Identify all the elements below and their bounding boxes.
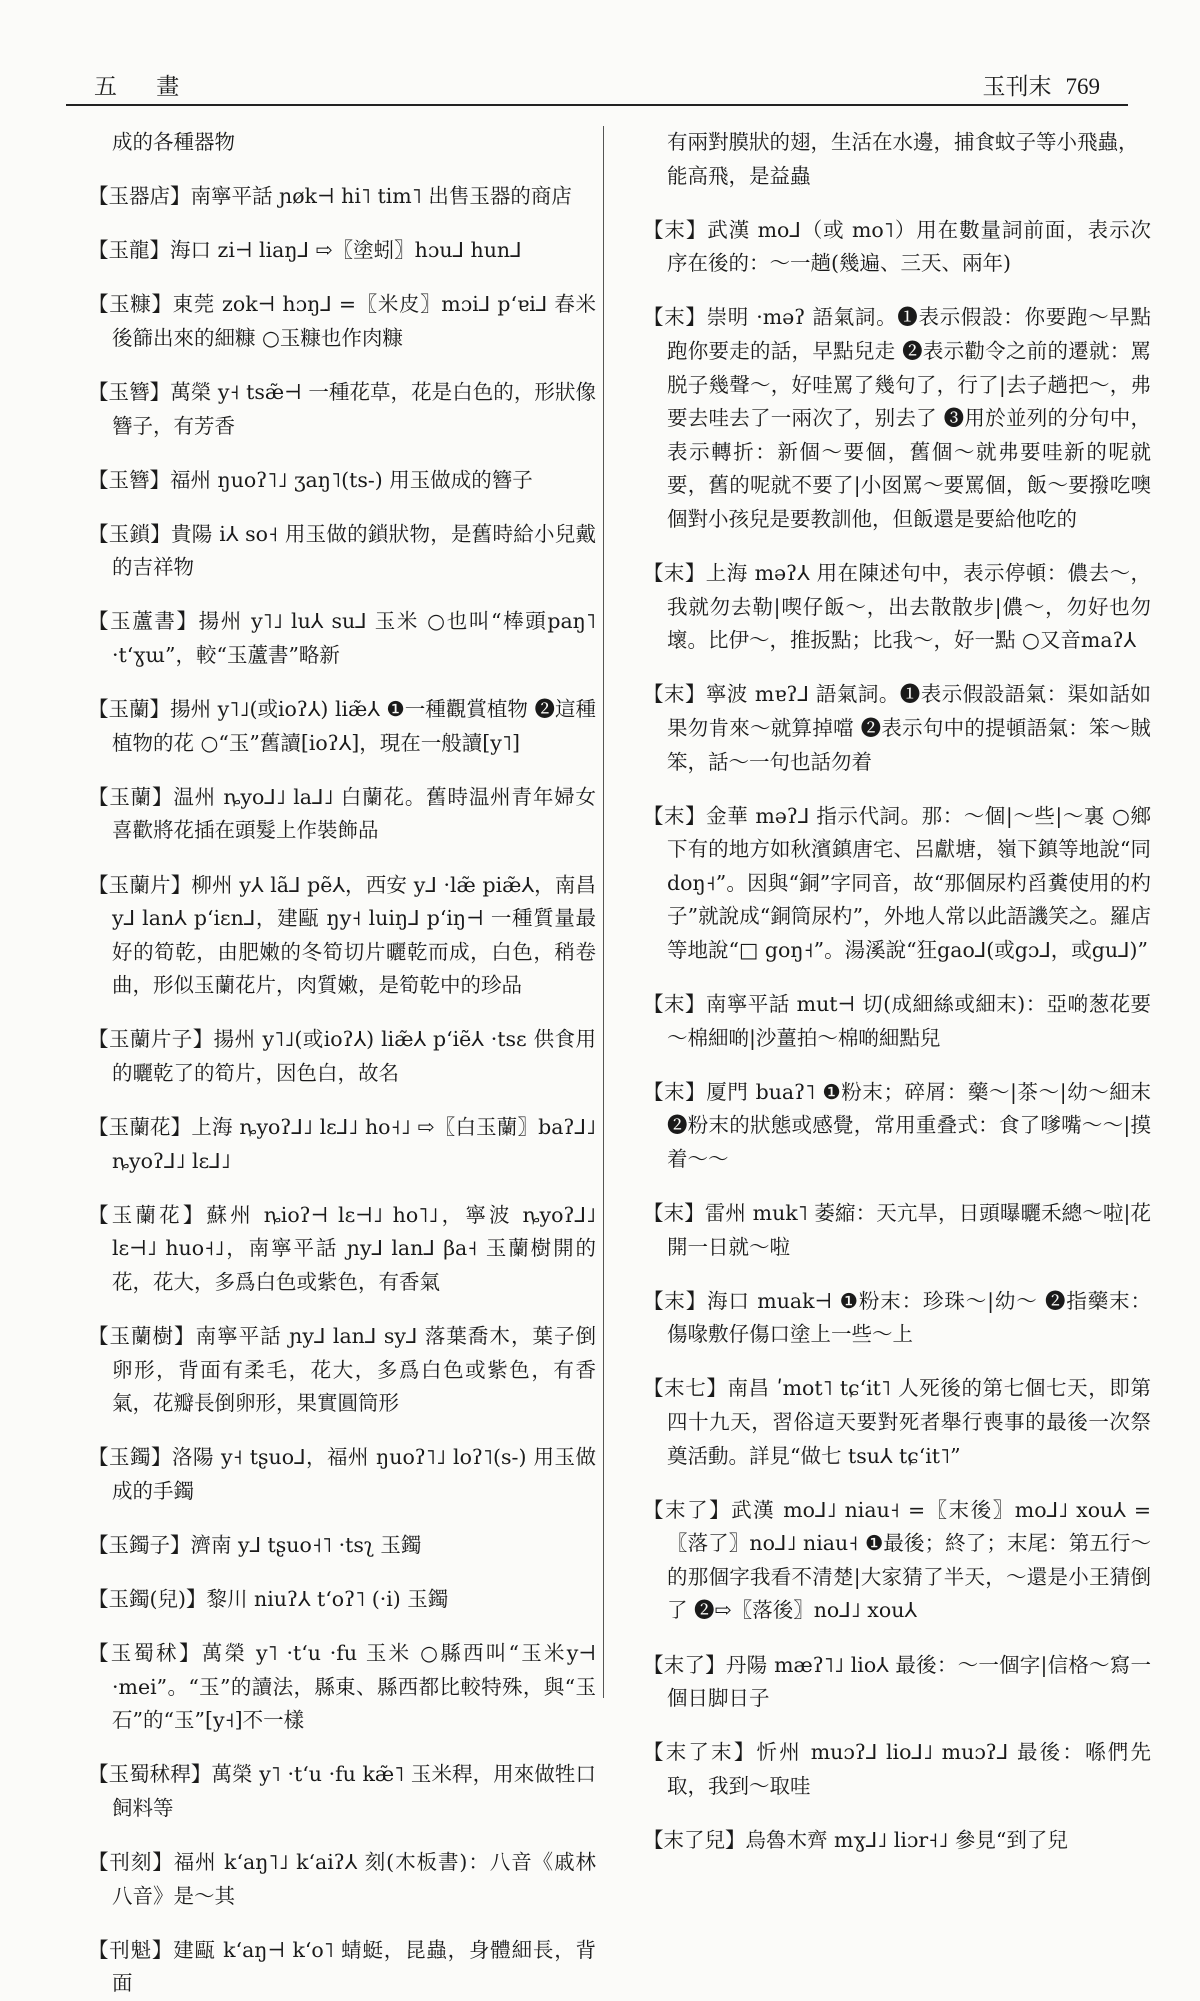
dictionary-entry: 【刊魁】建甌 kʻaŋ⊣ kʻo˥ 蜻蜓，昆蟲，身體細長，背面 — [88, 1937, 596, 1996]
entry-continuation: 成的各種器物 — [112, 130, 235, 154]
dictionary-entry: 【末】南寧平話 mut⊣ 切(成細絲或細末)：亞啲葱花要～棉細啲|沙薑拍～棉啲細點兒 — [643, 992, 1151, 1050]
dictionary-entry: 【玉蘭片子】揚州 y˥˩(或ioʔ⅄) liæ̃⅄ pʻiẽ⅄ ·tsɛ 供食用的曬乾了的筍片，因色白，故名 — [88, 1027, 596, 1085]
dictionary-entry: 【玉蘭花】蘇州 ȵioʔ⊣ lɛ⊣˩ ho˥˩，寧波 ȵyoʔ⅃˩ lɛ⊣˩ huo˧˩，南寧平話 ɲy⅃ lan⅃ βa˧ 玉蘭樹開的花，花大，多爲白色或紫色，有香氣 — [88, 1202, 596, 1294]
dictionary-entry: 【玉鐲子】濟南 y⅃ tʂuo˧˥ ·tsʅ 玉鐲 — [88, 1533, 422, 1557]
dictionary-entry: 【末】崇明 ·məʔ 語氣詞。❶表示假設：你要跑～早點跑你要走的話，早點兒走 ❷表示勸令之前的遷就：罵脱子幾聲～，好哇罵了幾句了，行了|去子趟把～，弗要去哇去了一兩次了，别去了 ❸用於並列的分句中，表示轉折：新個～要個，舊個～就弗要哇新的呢就要，舊的呢就不要了|小囡罵～要罵個，飯～要撥吃噢個對小孩兒是要教訓他，但飯還是要給他吃的 — [643, 305, 1151, 531]
dictionary-entry: 【玉蜀秫】萬榮 y˥ ·tʻu ·fu 玉米 ○縣西叫“玉米y⊣ ·mei”。“玉”的讀法，縣東、縣西都比較特殊，與“玉石”的“玉”[y˧]不一樣 — [88, 1641, 596, 1733]
dictionary-entry: 【刊刻】福州 kʻaŋ˥˩ kʻaiʔ⅄ 刻(木板書)：八音《戚林八音》是～其 — [88, 1850, 596, 1908]
dictionary-entry: 【玉蘭片】柳州 y⅄ lã⅃ pẽ⅄，西安 y⅃ ·læ̃ piæ̃⅄，南昌 y⅃ lan⅄ pʻiɛn⅃，建甌 ŋy˧ luiŋ⅃ pʻiŋ⊣ 一種質量最好的筍乾，由肥嫩的冬筍切片曬乾而成，白色，稍卷曲，形似玉蘭花片，肉質嫩，是筍乾中的珍品 — [88, 872, 596, 998]
header-keywords: 玉刊末 — [982, 74, 1052, 100]
section-heading: 五 畫 — [94, 74, 196, 100]
dictionary-entry: 【玉鎖】貴陽 i⅄ so˧ 用玉做的鎖狀物，是舊時給小兒戴的吉祥物 — [88, 521, 596, 580]
dictionary-entry: 【末了末】忻州 muɔʔ⅃ lio⅃˩ muɔʔ⅃ 最後：喺們先取，我到～取哇 — [643, 1740, 1151, 1798]
dictionary-entry: 【末了】武漢 mo⅃˩ niau˧ =〖末後〗mo⅃˩ xou⅄ =〖落了〗no⅃˩ niau˧ ❶最後；終了；末尾：第五行～的那個字我看不清楚|大家猜了半天，～還是小王猜倒了 ❷⇨〖落後〗no⅃˩ xou⅄ — [643, 1497, 1151, 1623]
dictionary-entry: 【末】武漢 mo⅃（或 mo˥）用在數量詞前面，表示次序在後的：～一趟(幾遍、三天、兩年) — [643, 217, 1151, 276]
dictionary-entry: 【末】海口 muak⊣ ❶粉末：珍珠～|幼～ ❷指藥末：傷喙敷仔傷口塗上一些～上 — [643, 1288, 1151, 1347]
dictionary-entry: 【末】厦門 buaʔ˥ ❶粉末；碎屑：藥～|茶～|幼～細末 ❷粉末的狀態或感覺，常用重叠式：食了嗲嘴～～|摸着～～ — [643, 1079, 1151, 1171]
dictionary-entry: 【玉蜀秫稈】萬榮 y˥ ·tʻu ·fu kæ̃˥ 玉米稈，用來做牲口飼料等 — [88, 1762, 596, 1821]
right-column — [643, 126, 1151, 1852]
column-divider — [603, 126, 604, 1698]
dictionary-entry: 【玉鐲(兒)】黎川 niuʔ⅄ tʻoʔ˥ (·i) 玉鐲 — [88, 1587, 449, 1612]
dictionary-entry: 【玉糠】東莞 zok⊣ hɔŋ⅃ =〖米皮〗mɔi⅃ pʻɐi⅃ 春米後篩出來的細糠 ○玉糠也作肉糠 — [88, 292, 596, 350]
dictionary-entry: 【玉鐲】洛陽 y˧ tʂuo⅃，福州 ŋuoʔ˥˩ loʔ˥(s-) 用玉做成的手鐲 — [88, 1445, 596, 1503]
dictionary-entry: 【末】金華 məʔ⅃ 指示代詞。那：～個|～些|～裏 ○鄉下有的地方如秋濱鎮唐宅、呂獻塘，嶺下鎮等地說“同 doŋ˧”。因與“銅”字同音，故“那個尿杓舀糞使用的杓子”就說成“銅筒尿杓”，外地人常以此語譏笑之。羅店等地說“□ goŋ˧”。湯溪說“狂gao⅃(或gɔ⅃，或gu⅃)” — [643, 803, 1151, 962]
left-column — [88, 126, 596, 1996]
dictionary-entry: 【玉簪】萬榮 y˧ tsæ̃⊣ 一種花草，花是白色的，形狀像簪子，有芳香 — [88, 379, 596, 438]
dictionary-entry: 【玉蘆書】揚州 y˥˩ lu⅄ su⅃ 玉米 ○也叫“棒頭paŋ˥ ·tʻɣɯ”，較“玉蘆書”略新 — [88, 609, 596, 668]
dictionary-entry: 【末了】丹陽 mæʔ˥˩ lio⅄ 最後：～一個字|信格～寫一個日脚日子 — [643, 1652, 1151, 1711]
entry-continuation: 有兩對膜狀的翅，生活在水邊，捕食蚊子等小飛蟲，能高飛，是益蟲 — [667, 130, 1139, 188]
dictionary-entry: 【末七】南昌 ʹmot˥ tɕʻit˥ 人死後的第七個七天，即第四十九天，習俗這天要對死者舉行喪事的最後一次祭奠活動。詳見“做七 tsu⅄ tɕʻit˥” — [643, 1376, 1151, 1468]
dictionary-entry: 【玉龍】海口 zi⊣ liaŋ⅃ ⇨〖塗蚓〗hɔu⅃ hun⅃ — [88, 238, 522, 263]
dictionary-entry: 【末】雷州 muk˥ 萎縮：天亢旱，日頭曝曬禾總～啦|花開一日就～啦 — [643, 1201, 1151, 1259]
dictionary-entry: 【末】寧波 mɐʔ⅃ 語氣詞。❶表示假設語氣：渠如話如果勿肯來～就算掉噹 ❷表示句中的提頓語氣：笨～賊笨，話～一句也話勿着 — [643, 682, 1151, 774]
dictionary-entry: 【玉蘭】揚州 y˥˩(或ioʔ⅄) liæ̃⅄ ❶一種觀賞植物 ❷這種植物的花 ○“玉”舊讀[ioʔ⅄]，現在一般讀[y˥] — [88, 697, 596, 755]
dictionary-entry: 【玉簪】福州 ŋuoʔ˥˩ ʒaŋ˥(ts-) 用玉做成的簪子 — [88, 467, 533, 492]
dictionary-entry: 【玉蘭】温州 ȵyo⅃˩ la⅃˩ 白蘭花。舊時温州青年婦女喜歡將花插在頭髮上作裝飾品 — [88, 784, 596, 843]
dictionary-entry: 【末了兒】烏魯木齊 mɣ⅃˩ liɔr˧˩ 參見“到了兒 — [643, 1827, 1068, 1852]
page-header — [66, 58, 1128, 106]
dictionary-entry: 【末】上海 məʔ⅄ 用在陳述句中，表示停頓：儂去～，我就勿去勒|喫仔飯～，出去散散步|儂～，勿好也勿壞。比伊～，推扳點；比我～，好一點 ○又音maʔ⅄ — [643, 561, 1151, 653]
running-head — [983, 68, 1101, 101]
dictionary-entry: 【玉器店】南寧平話 ɲøk⊣ hi˥ tim˥ 出售玉器的商店 — [88, 184, 572, 209]
dictionary-entry: 【玉蘭花】上海 ȵyoʔ⅃˩ lɛ⅃˩ ho˧˩ ⇨〖白玉蘭〗baʔ⅃˩ ȵyoʔ⅃˩ lɛ⅃˩ — [88, 1115, 596, 1173]
dictionary-entry: 【玉蘭樹】南寧平話 ɲy⅃ lan⅃ sy⅃ 落葉喬木，葉子倒卵形，背面有柔毛，花大，多爲白色或紫色，有香氣，花瓣長倒卵形，果實圓筒形 — [88, 1324, 596, 1416]
page-number: 769 — [1065, 74, 1100, 99]
